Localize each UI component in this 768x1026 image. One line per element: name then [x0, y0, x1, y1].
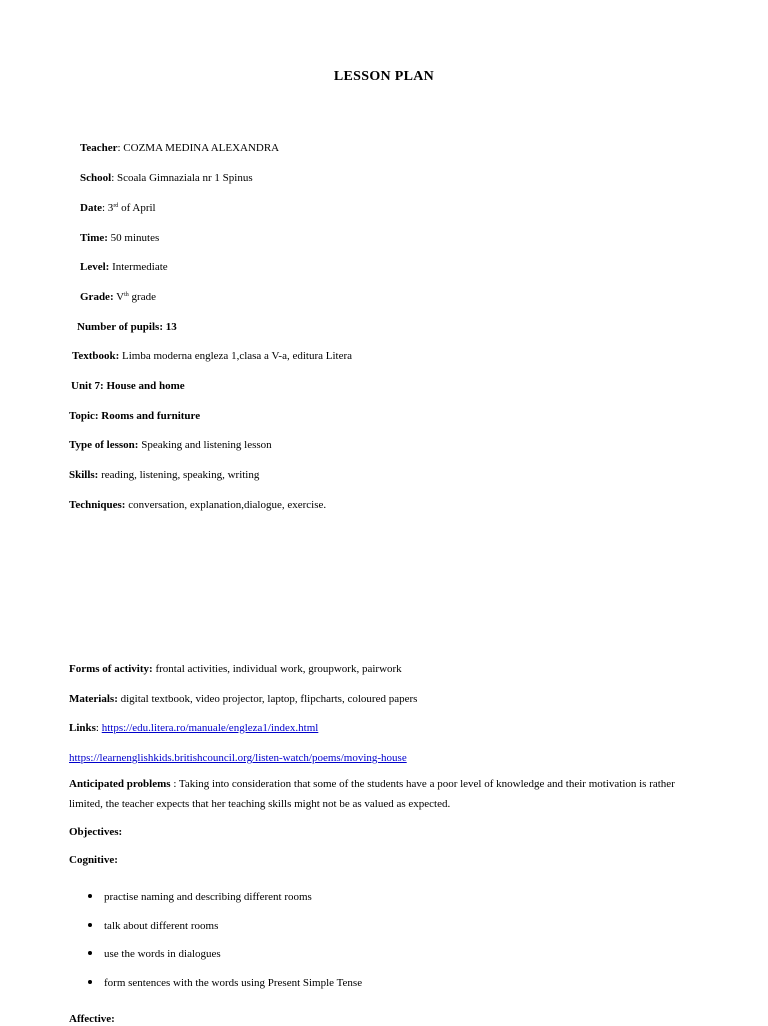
pupils-line: [77, 320, 177, 334]
grade-value-sup: th: [124, 292, 129, 298]
techniques-label: Techniques:: [69, 499, 126, 511]
date-value-post: of April: [118, 202, 156, 214]
links-sep: :: [95, 722, 102, 734]
date-label: Date: [80, 202, 102, 214]
teacher-value: : COZMA MEDINA ALEXANDRA: [117, 142, 280, 154]
bullet-icon: [88, 923, 92, 927]
objectives-label: Objectives:: [69, 826, 123, 838]
level-line: [80, 260, 168, 274]
links-label: Links: [69, 722, 96, 734]
unit-label: Unit 7: House and home: [71, 380, 185, 392]
pupils-label: Number of pupils: 13: [77, 321, 177, 333]
anticipated-value: : Taking into consideration that some of the students have a poor level of knowledge and their motivation is rather limited, the teacher expects that her teaching skills might not be as valued as expected.: [69, 778, 675, 810]
list-item: [88, 976, 362, 990]
topic-line: [69, 409, 200, 423]
anticipated-problems: [69, 774, 709, 814]
techniques-value: conversation, explanation,dialogue, exercise.: [125, 499, 327, 511]
list-item-text: talk about different rooms: [104, 920, 219, 932]
textbook-value: Limba moderna engleza 1,clasa a V-a, editura Litera: [119, 350, 353, 362]
grade-value-post: grade: [128, 291, 156, 303]
british-council-link[interactable]: https://learnenglishkids.britishcouncil.org/listen-watch/poems/moving-house: [69, 752, 407, 764]
time-label: Time:: [80, 232, 108, 244]
list-item: [88, 890, 312, 904]
lesson-type-line: [69, 438, 272, 452]
school-label: School: [80, 172, 112, 184]
list-item: [88, 919, 218, 933]
textbook-line: [72, 349, 352, 363]
topic-label: Topic: Rooms and furniture: [69, 410, 201, 422]
level-value: Intermediate: [109, 261, 168, 273]
materials-line: [69, 692, 417, 706]
date-value-pre: : 3: [102, 202, 114, 214]
anticipated-label: Anticipated problems: [69, 778, 171, 790]
list-item-text: form sentences with the words using Present Simple Tense: [104, 977, 363, 989]
teacher-line: [80, 141, 279, 155]
grade-value-pre: V: [113, 291, 125, 303]
time-value: 50 minutes: [107, 232, 160, 244]
list-item: [88, 947, 221, 961]
bullet-icon: [88, 980, 92, 984]
forms-label: Forms of activity:: [69, 663, 153, 675]
affective-label: Affective:: [69, 1013, 115, 1025]
skills-value: reading, listening, speaking, writing: [98, 469, 260, 481]
teacher-label: Teacher: [80, 142, 118, 154]
textbook-link[interactable]: https://edu.litera.ro/manuale/engleza1/index.html: [101, 722, 319, 734]
objectives-line: [69, 825, 122, 839]
lesson-type-value: Speaking and listening lesson: [138, 439, 272, 451]
forms-value: frontal activities, individual work, groupwork, pairwork: [152, 663, 402, 675]
date-value-sup: rd: [113, 203, 119, 209]
materials-label: Materials:: [69, 693, 118, 705]
skills-line: [69, 468, 259, 482]
techniques-line: [69, 498, 326, 512]
cognitive-label: Cognitive:: [69, 854, 118, 866]
list-item-text: practise naming and describing different rooms: [104, 891, 312, 903]
page-title: LESSON PLAN: [333, 69, 435, 84]
links-line: [69, 721, 318, 735]
textbook-label: Textbook:: [72, 350, 120, 362]
materials-value: digital textbook, video projector, laptop, flipcharts, coloured papers: [117, 693, 418, 705]
list-item-text: use the words in dialogues: [104, 948, 221, 960]
lesson-type-label: Type of lesson:: [69, 439, 139, 451]
date-line: [80, 201, 156, 215]
grade-label: Grade:: [80, 291, 114, 303]
url2-line: [69, 751, 407, 765]
time-line: [80, 231, 159, 245]
forms-line: [69, 662, 402, 676]
bullet-icon: [88, 951, 92, 955]
school-line: [80, 171, 253, 185]
skills-label: Skills:: [69, 469, 99, 481]
school-value: : Scoala Gimnaziala nr 1 Spinus: [111, 172, 253, 184]
cognitive-line: [69, 853, 118, 867]
unit-line: [71, 379, 185, 393]
grade-line: [80, 290, 156, 304]
level-label: Level:: [80, 261, 110, 273]
bullet-icon: [88, 894, 92, 898]
